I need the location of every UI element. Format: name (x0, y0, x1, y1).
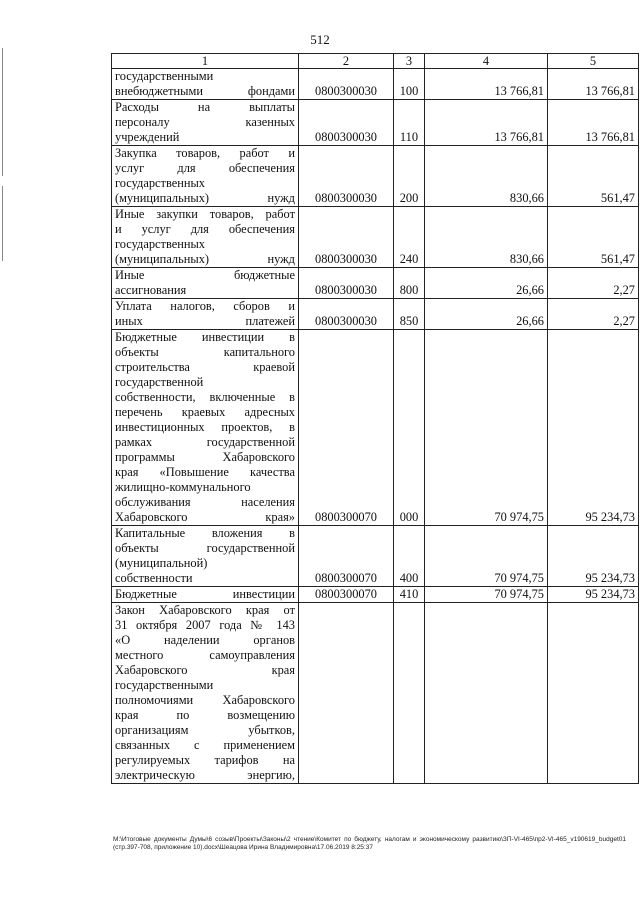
row-name-line: Иные закупки товаров, работ (115, 207, 295, 221)
margin-mark-line (2, 48, 3, 176)
row-name-line: ассигнования (115, 283, 187, 297)
row-name-line: государственными (115, 678, 214, 692)
table-header-row (112, 54, 639, 69)
expense-type-code: 240 (394, 207, 425, 268)
table-row (112, 603, 639, 784)
row-name (112, 299, 299, 330)
table-row (112, 526, 639, 587)
row-name-line: (муниципальных) нужд (115, 191, 295, 205)
amount-year-2: 13 766,81 (548, 69, 639, 100)
amount-year-1: 13 766,81 (425, 69, 548, 100)
row-name-line: регулируемых тарифов на (115, 753, 295, 767)
amount-year-2: 95 234,73 (548, 587, 639, 603)
amount-year-2: 95 234,73 (548, 330, 639, 526)
row-name-line: собственности, включенные в (115, 390, 295, 404)
table-row (112, 146, 639, 207)
column-header: 5 (548, 54, 639, 69)
page-number: 512 (310, 32, 330, 47)
column-header: 4 (425, 54, 548, 69)
row-name-line: Закупка товаров, работ и (115, 146, 295, 160)
row-name-line: государственных (115, 176, 206, 190)
row-name-line: объекты государственной (115, 541, 295, 555)
row-name-line: (муниципальных) нужд (115, 252, 295, 266)
row-name-line: (муниципальной) (115, 556, 208, 570)
table-row (112, 330, 639, 526)
row-name-line: Хабаровского края (115, 663, 295, 677)
target-article-code: 0800300030 (299, 207, 394, 268)
table-row (112, 69, 639, 100)
column-header: 2 (299, 54, 394, 69)
expense-type-code: 100 (394, 69, 425, 100)
row-name-line: государственных (115, 237, 206, 251)
row-name (112, 526, 299, 587)
row-name-line: Капитальные вложения в (115, 526, 295, 540)
row-name-line: связанных с применением (115, 738, 295, 752)
row-name-line: электрическую энергию, (115, 768, 295, 782)
row-name-line: инвестиционных проектов, в (115, 420, 295, 434)
target-article-code: 0800300030 (299, 69, 394, 100)
row-name-line: Уплата налогов, сборов и (115, 299, 295, 313)
amount-year-1: 830,66 (425, 207, 548, 268)
amount-year-1: 26,66 (425, 299, 548, 330)
amount-year-1: 70 974,75 (425, 526, 548, 587)
row-name (112, 268, 299, 299)
amount-year-2: 561,47 (548, 207, 639, 268)
row-name-line: жилищно-коммунального (115, 480, 251, 494)
amount-year-1: 830,66 (425, 146, 548, 207)
amount-year-2 (548, 603, 639, 784)
target-article-code: 0800300030 (299, 146, 394, 207)
budget-table (111, 53, 639, 784)
amount-year-1: 13 766,81 (425, 100, 548, 146)
row-name-line: перечень краевых адресных (115, 405, 295, 419)
row-name-line: 31 октября 2007 года № 143 (115, 618, 295, 632)
row-name-line: персоналу казенных (115, 115, 295, 129)
margin-mark-line (2, 186, 3, 261)
row-name-line: собственности (115, 571, 193, 585)
expense-type-code: 200 (394, 146, 425, 207)
row-name (112, 330, 299, 526)
amount-year-2: 561,47 (548, 146, 639, 207)
expense-type-code: 410 (394, 587, 425, 603)
expense-type-code (394, 603, 425, 784)
row-name-line: Хабаровского края» (115, 510, 295, 524)
row-name-line: внебюджетными фондами (115, 84, 295, 98)
row-name-line: учреждений (115, 130, 180, 144)
amount-year-1: 70 974,75 (425, 330, 548, 526)
expense-type-code: 800 (394, 268, 425, 299)
amount-year-1 (425, 603, 548, 784)
row-name-line: местного самоуправления (115, 648, 295, 662)
row-name-line: края «Повышение качества (115, 465, 295, 479)
row-name (112, 100, 299, 146)
document-path-footer: М:\Итоговые документы Думы\6 созыв\Проекты\Законы\2 чтение\Комитет по бюджету, налогам и экономическому развитию\ЗП-VI-465\пр2-VI-465_v190619_budget01 (стр.397-708, приложение 10).docx\Шеацова Ирина Владимировна\17.06.2019 8:25:37 (113, 836, 626, 851)
row-name-line: Бюджетные инвестиции (115, 587, 295, 601)
target-article-code: 0800300030 (299, 268, 394, 299)
target-article-code (299, 603, 394, 784)
amount-year-2: 95 234,73 (548, 526, 639, 587)
amount-year-2: 2,27 (548, 299, 639, 330)
target-article-code: 0800300030 (299, 299, 394, 330)
table-row (112, 100, 639, 146)
table-row (112, 268, 639, 299)
amount-year-2: 2,27 (548, 268, 639, 299)
row-name-line: Бюджетные инвестиции в (115, 330, 295, 344)
row-name-line: Иные бюджетные (115, 268, 295, 282)
row-name (112, 69, 299, 100)
row-name-line: Расходы на выплаты (115, 100, 295, 114)
row-name (112, 603, 299, 784)
row-name-line: «О наделении органов (115, 633, 295, 647)
row-name-line: полномочиями Хабаровского (115, 693, 295, 707)
row-name-line: государственной (115, 375, 204, 389)
row-name-line: строительства краевой (115, 360, 295, 374)
expense-type-code: 000 (394, 330, 425, 526)
row-name-line: обслуживания населения (115, 495, 295, 509)
row-name (112, 207, 299, 268)
table-row (112, 207, 639, 268)
row-name (112, 587, 299, 603)
target-article-code: 0800300070 (299, 587, 394, 603)
row-name-line: Закон Хабаровского края от (115, 603, 295, 617)
row-name-line: услуг для обеспечения (115, 161, 295, 175)
target-article-code: 0800300070 (299, 526, 394, 587)
target-article-code: 0800300070 (299, 330, 394, 526)
row-name-line: края по возмещению (115, 708, 295, 722)
row-name-line: иных платежей (115, 314, 295, 328)
row-name-line: и услуг для обеспечения (115, 222, 295, 236)
expense-type-code: 400 (394, 526, 425, 587)
column-header: 1 (112, 54, 299, 69)
column-header: 3 (394, 54, 425, 69)
expense-type-code: 110 (394, 100, 425, 146)
row-name-line: организациям убытков, (115, 723, 295, 737)
row-name-line: программы Хабаровского (115, 450, 295, 464)
row-name (112, 146, 299, 207)
table-row (112, 587, 639, 603)
row-name-line: рамках государственной (115, 435, 295, 449)
amount-year-2: 13 766,81 (548, 100, 639, 146)
expense-type-code: 850 (394, 299, 425, 330)
amount-year-1: 26,66 (425, 268, 548, 299)
row-name-line: объекты капитального (115, 345, 295, 359)
target-article-code: 0800300030 (299, 100, 394, 146)
row-name-line: государственными (115, 69, 214, 83)
table-row (112, 299, 639, 330)
amount-year-1: 70 974,75 (425, 587, 548, 603)
